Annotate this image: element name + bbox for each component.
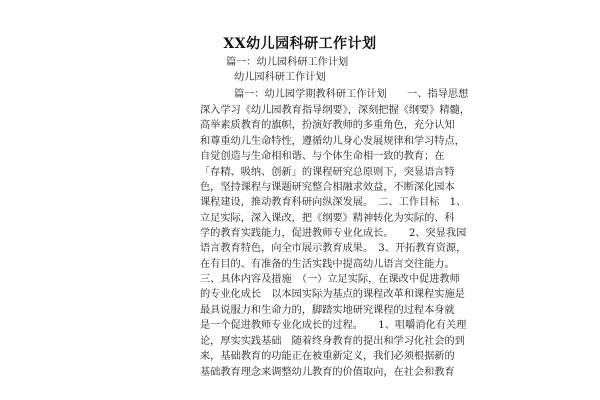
- body-line-10: 学的教育实践能力，促进教师专业化成长。 2、突显我园: [200, 228, 467, 239]
- body-line-15: 最具说服力和生命力的，脚踏实地研究课程的过程本身就: [200, 305, 455, 316]
- section-heading-1: 篇一：幼儿园科研工作计划: [226, 57, 349, 68]
- body-line-1: 篇一：幼儿园学期教科研工作计划 一、指导思想: [234, 89, 469, 100]
- body-line-13: 三、具体内容及措施 （一）立足实际，在课改中促进教师: [200, 274, 460, 285]
- body-line-11: 语言教育特色，向全市展示教育成果。 3、开拓教育资源，: [200, 243, 467, 254]
- body-line-3: 高举素质教育的旗帜，扮演好教师的多重角色，充分认知: [200, 120, 455, 131]
- body-line-12: 在有目的、有准备的生活实践中提高幼儿语言交往能力。: [200, 259, 455, 270]
- body-line-2: 深入学习《幼儿园教育指导纲要》，深刻把握《纲要》精髓，: [200, 105, 470, 116]
- body-line-6: 「存精、吸纳、创新」的课程研究总原则下，突显语言特: [200, 167, 455, 178]
- body-line-18: 来，基础教育的功能正在被重新定义，我们必须根据新的: [200, 351, 455, 362]
- body-line-8: 课程建设，推动教育科研向纵深发展。 二、工作目标 1、: [200, 197, 467, 208]
- body-line-17: 论，厚实实践基础 随着终身教育的提出和学习化社会的到: [200, 336, 465, 347]
- body-line-16: 是一个促进教师专业化成长的过程。 1、咀嚼消化有关理: [200, 320, 467, 331]
- body-line-14: 的专业化成长 以本园实际为基点的课程改革和课程实施是: [200, 289, 465, 300]
- body-line-19: 基础教育理念来调整幼儿教育的价值取向，在社会和教育: [200, 367, 455, 378]
- body-line-9: 立足实际，深入课改，把《纲要》精神转化为实际的、科: [200, 213, 455, 224]
- body-line-4: 和尊重幼儿生命特性，遵循幼儿身心发展规律和学习特点，: [200, 136, 465, 147]
- section-heading-2: 幼儿园科研工作计划: [234, 72, 326, 83]
- document-title: XX幼儿园科研工作计划: [223, 36, 377, 52]
- body-line-5: 自觉创造与生命相和谐、与个体生命相一致的教育；在: [200, 151, 445, 162]
- body-line-7: 色，坚持课程与课题研究整合相融求效益，不断深化园本: [200, 182, 455, 193]
